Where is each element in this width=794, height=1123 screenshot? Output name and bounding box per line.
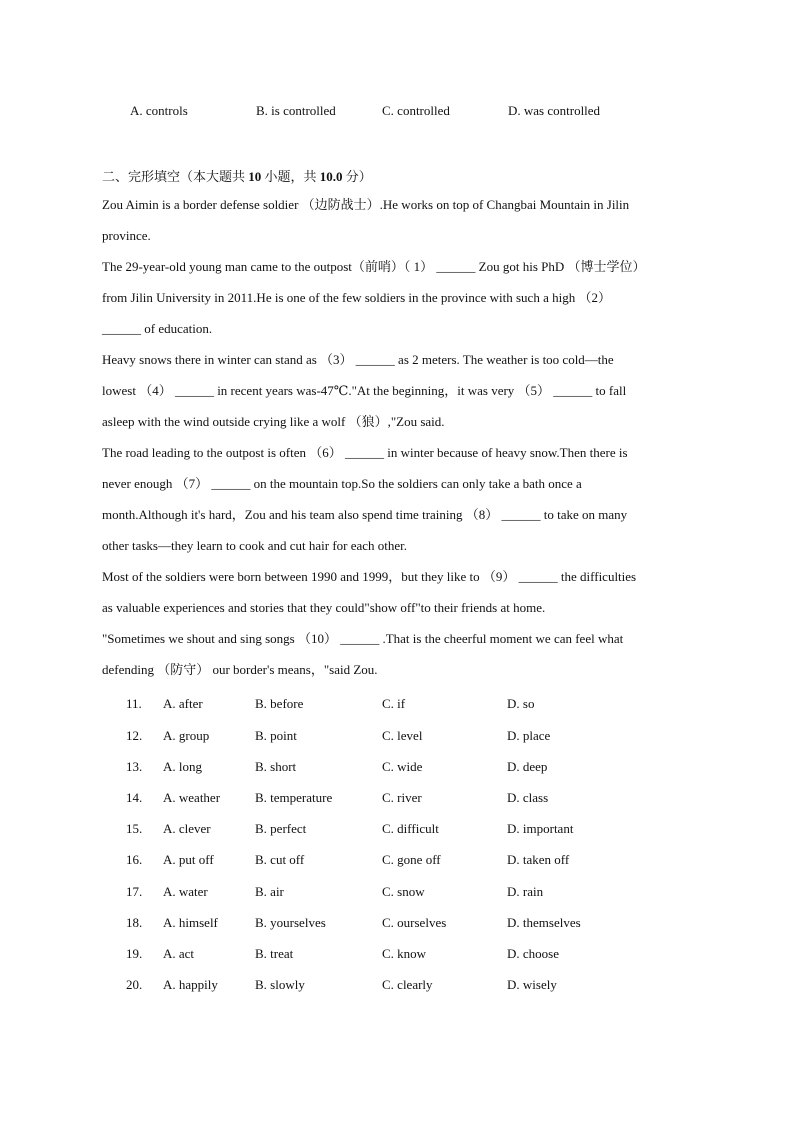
option-b[interactable]: B. is controlled bbox=[256, 103, 336, 118]
option-c[interactable]: C. river bbox=[382, 790, 422, 805]
question-row bbox=[126, 790, 726, 810]
option-b[interactable]: B. perfect bbox=[255, 821, 307, 836]
option-b[interactable]: B. temperature bbox=[255, 790, 333, 805]
passage-line: month.Although it's hard，Zou and his team also spend time training （8） ______ to take on many bbox=[102, 507, 628, 522]
option-c[interactable]: C. level bbox=[382, 728, 423, 743]
section-score: 10.0 bbox=[319, 169, 343, 184]
option-d[interactable]: D. class bbox=[507, 790, 549, 805]
passage-line: from Jilin University in 2011.He is one of the few soldiers in the province with such a high （2） bbox=[102, 290, 611, 305]
question-number: 14. bbox=[126, 790, 143, 805]
passage-line: The 29-year-old young man came to the outpost（前哨）（ 1） ______ Zou got his PhD （博士学位） bbox=[102, 259, 646, 274]
question-row bbox=[126, 915, 726, 935]
option-c[interactable]: C. clearly bbox=[382, 977, 433, 992]
question-row bbox=[126, 821, 726, 841]
passage-line: Most of the soldiers were born between 1990 and 1999，but they like to （9） ______ the difficulties bbox=[102, 569, 637, 584]
question-row bbox=[126, 946, 726, 966]
passage-line: province. bbox=[102, 228, 151, 243]
cloze-passage bbox=[102, 195, 702, 691]
question-number: 15. bbox=[126, 821, 143, 836]
option-c[interactable]: C. snow bbox=[382, 884, 425, 899]
option-a[interactable]: A. group bbox=[163, 728, 210, 743]
question-row bbox=[126, 728, 726, 748]
passage-line: The road leading to the outpost is often （6） ______ in winter because of heavy snow.Then there is bbox=[102, 445, 628, 460]
option-a[interactable]: A. himself bbox=[163, 915, 218, 930]
option-a[interactable]: A. after bbox=[163, 696, 203, 711]
option-b[interactable]: B. treat bbox=[255, 946, 294, 961]
option-c[interactable]: C. know bbox=[382, 946, 427, 961]
option-b[interactable]: B. slowly bbox=[255, 977, 305, 992]
option-d[interactable]: D. themselves bbox=[507, 915, 581, 930]
option-a[interactable]: A. weather bbox=[163, 790, 221, 805]
option-a[interactable]: A. long bbox=[163, 759, 202, 774]
option-a[interactable]: A. clever bbox=[163, 821, 211, 836]
section-count: 10 bbox=[248, 169, 262, 184]
option-b[interactable]: B. yourselves bbox=[255, 915, 326, 930]
option-b[interactable]: B. air bbox=[255, 884, 284, 899]
question-row bbox=[126, 696, 726, 716]
question-row bbox=[126, 884, 726, 904]
option-a[interactable]: A. controls bbox=[130, 103, 188, 118]
option-c[interactable]: C. ourselves bbox=[382, 915, 447, 930]
option-b[interactable]: B. cut off bbox=[255, 852, 305, 867]
option-d[interactable]: D. important bbox=[507, 821, 574, 836]
option-a[interactable]: A. water bbox=[163, 884, 208, 899]
passage-line: defending （防守） our border's means，"said Zou. bbox=[102, 662, 378, 677]
option-d[interactable]: D. wisely bbox=[507, 977, 557, 992]
question-row bbox=[126, 852, 726, 872]
question-row bbox=[126, 977, 726, 997]
question-number: 16. bbox=[126, 852, 143, 867]
previous-question-options bbox=[130, 103, 730, 123]
option-c[interactable]: C. gone off bbox=[382, 852, 441, 867]
section-mid: 小题，共 bbox=[264, 169, 317, 184]
passage-line: lowest （4） ______ in recent years was-47℃."At the beginning，it was very （5） ______ to fall bbox=[102, 383, 627, 398]
question-row bbox=[126, 759, 726, 779]
option-c[interactable]: C. if bbox=[382, 696, 406, 711]
option-b[interactable]: B. point bbox=[255, 728, 297, 743]
section-suffix: 分） bbox=[345, 169, 372, 184]
passage-line: never enough （7） ______ on the mountain top.So the soldiers can only take a bath once a bbox=[102, 476, 582, 491]
passage-line: other tasks—they learn to cook and cut hair for each other. bbox=[102, 538, 408, 553]
option-a[interactable]: A. act bbox=[163, 946, 195, 961]
option-d[interactable]: D. was controlled bbox=[508, 103, 601, 118]
question-number: 20. bbox=[126, 977, 143, 992]
question-number: 19. bbox=[126, 946, 143, 961]
option-c[interactable]: C. difficult bbox=[382, 821, 439, 836]
passage-line: Heavy snows there in winter can stand as （3） ______ as 2 meters. The weather is too cold—the bbox=[102, 352, 614, 367]
option-a[interactable]: A. happily bbox=[163, 977, 218, 992]
passage-line: as valuable experiences and stories that they could"show off"to their friends at home. bbox=[102, 600, 546, 615]
question-number: 13. bbox=[126, 759, 143, 774]
option-d[interactable]: D. rain bbox=[507, 884, 544, 899]
option-d[interactable]: D. place bbox=[507, 728, 551, 743]
question-number: 11. bbox=[126, 696, 142, 711]
option-c[interactable]: C. controlled bbox=[382, 103, 450, 118]
option-d[interactable]: D. deep bbox=[507, 759, 548, 774]
passage-line: "Sometimes we shout and sing songs （10） ______ .That is the cheerful moment we can feel what bbox=[102, 631, 624, 646]
passage-line: ______ of education. bbox=[102, 321, 213, 336]
passage-line: Zou Aimin is a border defense soldier （边防战士）.He works on top of Changbai Mountain in Jilin bbox=[102, 197, 630, 212]
option-b[interactable]: B. before bbox=[255, 696, 304, 711]
option-c[interactable]: C. wide bbox=[382, 759, 423, 774]
option-a[interactable]: A. put off bbox=[163, 852, 214, 867]
passage-line: asleep with the wind outside crying like a wolf （狼）,"Zou said. bbox=[102, 414, 445, 429]
section-heading bbox=[102, 166, 372, 185]
option-b[interactable]: B. short bbox=[255, 759, 297, 774]
section-prefix: 二、完形填空（本大题共 bbox=[102, 169, 246, 184]
option-d[interactable]: D. choose bbox=[507, 946, 559, 961]
question-number: 12. bbox=[126, 728, 143, 743]
question-number: 18. bbox=[126, 915, 143, 930]
option-d[interactable]: D. taken off bbox=[507, 852, 570, 867]
question-number: 17. bbox=[126, 884, 143, 899]
option-d[interactable]: D. so bbox=[507, 696, 535, 711]
